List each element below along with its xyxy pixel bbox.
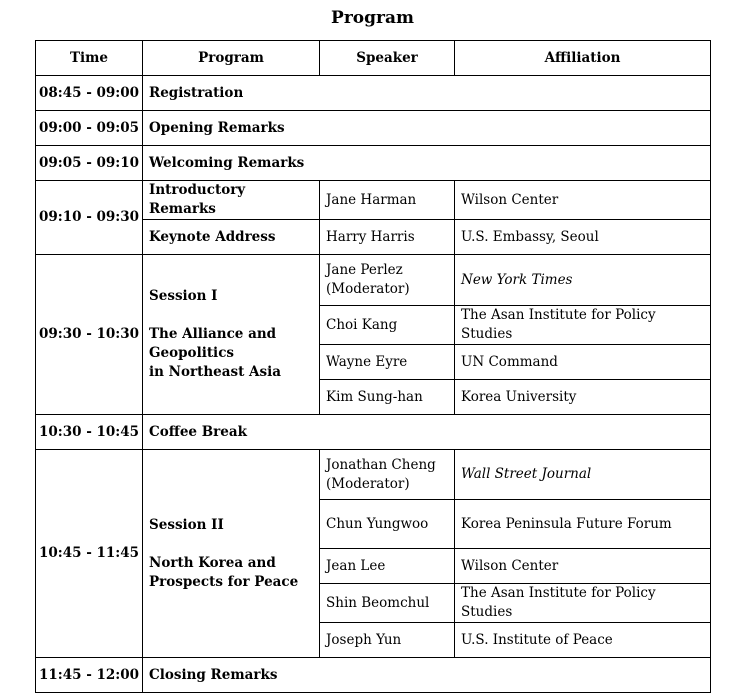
time-cell: 08:45 - 09:00 (36, 76, 143, 111)
header-speaker: Speaker (320, 41, 455, 76)
session-title-line: The Alliance and (149, 326, 277, 342)
program-table (35, 40, 711, 693)
session-label: Session I (149, 288, 218, 304)
page-title: Program (331, 8, 414, 28)
speaker-name: Jane Perlez (326, 262, 403, 278)
table-row (36, 658, 711, 693)
speaker-role: (Moderator) (326, 281, 410, 297)
affiliation-cell: U.S. Institute of Peace (455, 623, 711, 658)
speaker-cell: Kim Sung-han (320, 380, 455, 415)
time-cell: 09:10 - 09:30 (36, 181, 143, 255)
table-row (36, 181, 711, 220)
affiliation-cell: The Asan Institute for Policy Studies (455, 306, 711, 345)
header-affiliation: Affiliation (455, 41, 711, 76)
speaker-cell: Choi Kang (320, 306, 455, 345)
affiliation-cell: Wilson Center (455, 549, 711, 584)
speaker-cell (320, 450, 455, 500)
time-cell: 09:30 - 10:30 (36, 255, 143, 415)
session-title-line: Prospects for Peace (149, 573, 299, 590)
speaker-cell: Shin Beomchul (320, 584, 455, 623)
speaker-cell: Jane Harman (320, 181, 455, 220)
affiliation-cell: U.S. Embassy, Seoul (455, 220, 711, 255)
session-label: Session II (149, 516, 224, 533)
table-row (36, 255, 711, 306)
program-cell: Welcoming Remarks (143, 146, 711, 181)
table-row (36, 111, 711, 146)
time-cell: 09:00 - 09:05 (36, 111, 143, 146)
affiliation-cell: Korea University (455, 380, 711, 415)
session-title-line: North Korea and (149, 554, 276, 571)
time-cell: 10:45 - 11:45 (36, 450, 143, 658)
program-cell: Closing Remarks (143, 658, 711, 693)
session-title-line: in Northeast Asia (149, 364, 281, 380)
table-row (36, 76, 711, 111)
speaker-cell: Jean Lee (320, 549, 455, 584)
session-cell (143, 450, 320, 658)
speaker-cell: Chun Yungwoo (320, 500, 455, 549)
speaker-cell: Joseph Yun (320, 623, 455, 658)
time-cell: 11:45 - 12:00 (36, 658, 143, 693)
affiliation-cell: Wall Street Journal (455, 450, 711, 500)
program-cell: Coffee Break (143, 415, 711, 450)
header-row (36, 41, 711, 76)
table-row (36, 450, 711, 500)
header-program: Program (143, 41, 320, 76)
time-cell: 10:30 - 10:45 (36, 415, 143, 450)
table-row (36, 415, 711, 450)
time-cell: 09:05 - 09:10 (36, 146, 143, 181)
affiliation-cell: The Asan Institute for Policy Studies (455, 584, 711, 623)
program-cell: Registration (143, 76, 711, 111)
session-title-line: Geopolitics (149, 345, 235, 361)
speaker-cell: Harry Harris (320, 220, 455, 255)
speaker-name: Jonathan Cheng (326, 456, 436, 473)
header-time: Time (36, 41, 143, 76)
speaker-cell (320, 255, 455, 306)
speaker-role: (Moderator) (326, 475, 410, 492)
session-cell (143, 255, 320, 415)
program-cell: Keynote Address (143, 220, 320, 255)
speaker-cell: Wayne Eyre (320, 345, 455, 380)
program-cell: Introductory Remarks (143, 181, 320, 220)
affiliation-cell: UN Command (455, 345, 711, 380)
affiliation-cell: Korea Peninsula Future Forum (455, 500, 711, 549)
affiliation-cell: Wilson Center (455, 181, 711, 220)
table-row (36, 146, 711, 181)
program-cell: Opening Remarks (143, 111, 711, 146)
affiliation-cell: New York Times (455, 255, 711, 306)
